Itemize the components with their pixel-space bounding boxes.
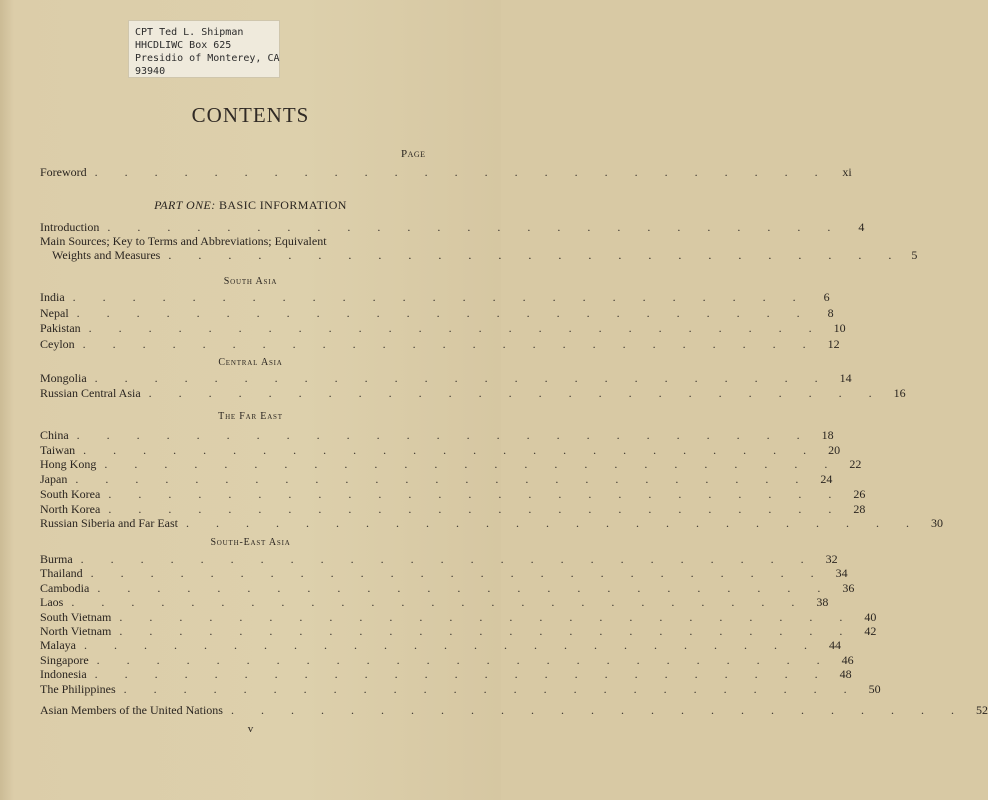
toc-page-number: 36 xyxy=(842,580,855,595)
toc-entry[interactable] xyxy=(40,442,841,457)
leader-dots: . . . . . . . . . . . . . . . . . . . . . . . . . xyxy=(230,703,966,717)
leader-dots: . . . . . . . . . . . . . . . . . . . . . . . . . xyxy=(71,595,807,610)
leader-dots: . . . . . . . . . . . . . . . . . . . . . . . . . xyxy=(108,501,844,516)
toc-entry-label-line1: Main Sources; Key to Terms and Abbreviations; Equivalent xyxy=(40,234,327,248)
toc-entry[interactable] xyxy=(40,290,830,304)
toc-entry-label: Indonesia xyxy=(40,667,87,682)
toc-entry-label: The Philippines xyxy=(40,681,116,696)
toc-entry[interactable] xyxy=(40,371,852,385)
address-line: CPT Ted L. Shipman xyxy=(135,27,244,38)
leader-dots: . . . . . . . . . . . . . . . . . . . . . . . . . xyxy=(94,371,830,385)
toc-entry-label: North Vietnam xyxy=(40,624,112,638)
page-title: CONTENTS xyxy=(191,103,310,127)
toc-page-number: 38 xyxy=(816,595,829,610)
toc-page-number: xi xyxy=(842,165,852,179)
page-column-header: Page xyxy=(401,148,426,160)
address-label xyxy=(128,20,280,78)
section-heading-central-asia: Central Asia xyxy=(218,357,283,368)
toc-page-number: 30 xyxy=(930,516,943,531)
address-line: HHCDLIWC Box 625 xyxy=(135,40,232,51)
toc-entry[interactable] xyxy=(40,336,840,351)
toc-page-number: 44 xyxy=(828,638,841,653)
toc-entry-label: Japan xyxy=(40,472,68,487)
toc-entry-label-line2: Weights and Measures xyxy=(52,248,161,262)
leader-dots: . . . . . . . . . . . . . . . . . . . . . . . . . xyxy=(119,609,855,624)
section-heading-south-asia: South Asia xyxy=(223,276,278,287)
section-heading-south-east-asia: South-East Asia xyxy=(210,537,291,548)
toc-entry-label: Thailand xyxy=(40,566,83,581)
toc-entry-label: Mongolia xyxy=(40,371,87,385)
toc-entry-label: China xyxy=(40,428,69,442)
leader-dots: . . . . . . . . . . . . . . . . . . . . . . . . . xyxy=(90,566,826,581)
toc-entry-label: Cambodia xyxy=(40,580,90,595)
toc-entry-label: Singapore xyxy=(40,652,89,667)
toc-entry-label: Burma xyxy=(40,552,73,566)
toc-entry-main-sources[interactable] xyxy=(40,234,918,262)
toc-entry[interactable] xyxy=(40,681,881,696)
toc-entry-label: Laos xyxy=(40,595,64,610)
toc-page-number: 5 xyxy=(911,248,918,262)
toc-entry[interactable] xyxy=(40,428,834,442)
toc-page-number: 8 xyxy=(827,305,834,320)
leader-dots: . . . . . . . . . . . . . . . . . . . . . . . . . xyxy=(107,220,843,234)
toc-entry-label: South Vietnam xyxy=(40,609,112,624)
toc-page-number: 10 xyxy=(833,321,846,335)
toc-entry[interactable] xyxy=(40,321,846,335)
address-line: 93940 xyxy=(135,66,166,77)
leader-dots: . . . . . . . . . . . . . . . . . . . . . . . . . xyxy=(83,442,819,457)
toc-entry-label: India xyxy=(40,290,65,304)
toc-page-number: 26 xyxy=(853,486,866,501)
toc-entry[interactable] xyxy=(40,501,866,516)
leader-dots: . . . . . . . . . . . . . . . . . . . . . . . . . xyxy=(75,472,811,487)
toc-entry[interactable] xyxy=(40,386,906,400)
toc-entry[interactable] xyxy=(40,638,841,653)
toc-page-number: 24 xyxy=(820,472,833,487)
leader-dots: . . . . . . . . . . . . . . . . . . . . . . . . . xyxy=(119,624,855,638)
toc-entry[interactable] xyxy=(40,472,833,487)
toc-entry[interactable] xyxy=(40,486,866,501)
leader-dots: . . . . . . . . . . . . . . . . . . . . . . . . . xyxy=(94,165,830,179)
toc-entry-introduction[interactable] xyxy=(40,220,865,234)
toc-page-number: 52 xyxy=(975,703,988,717)
leader-dots: . . . . . . . . . . . . . . . . . . . . . . . . . xyxy=(72,290,808,304)
toc-entry-foreword[interactable] xyxy=(40,165,852,179)
leader-dots: . . . . . . . . . . . . . . . . . . . . . . . . . xyxy=(185,516,921,531)
toc-entry[interactable] xyxy=(40,566,848,581)
toc-entry[interactable] xyxy=(40,457,862,472)
toc-entry-label: Pakistan xyxy=(40,321,81,335)
toc-entry-asian-members[interactable] xyxy=(40,703,988,717)
toc-entry[interactable] xyxy=(40,595,829,610)
address-line: Presidio of Monterey, CA xyxy=(135,53,280,64)
part-title: BASIC INFORMATION xyxy=(219,198,347,212)
toc-page-number: 14 xyxy=(839,371,852,385)
leader-dots: . . . . . . . . . . . . . . . . . . . . . . . . . xyxy=(168,248,904,262)
toc-page-number: 12 xyxy=(827,336,840,351)
toc-entry-label: North Korea xyxy=(40,501,101,516)
leader-dots: . . . . . . . . . . . . . . . . . . . . . . . . . xyxy=(76,305,812,320)
toc-page-number: 28 xyxy=(853,501,866,516)
toc-page-number: 32 xyxy=(825,552,838,566)
leader-dots: . . . . . . . . . . . . . . . . . . . . . . . . . xyxy=(148,386,884,400)
toc-page-number: 18 xyxy=(821,428,834,442)
toc-page-number: 40 xyxy=(864,609,877,624)
leader-dots: . . . . . . . . . . . . . . . . . . . . . . . . . xyxy=(82,336,818,351)
toc-entry[interactable] xyxy=(40,652,854,667)
toc-entry-label: Nepal xyxy=(40,305,69,320)
leader-dots: . . . . . . . . . . . . . . . . . . . . . . . . . xyxy=(80,552,816,566)
toc-entry[interactable] xyxy=(40,624,877,638)
toc-entry-label: Ceylon xyxy=(40,336,75,351)
section-heading-far-east: The Far East xyxy=(218,411,283,422)
leader-dots: . . . . . . . . . . . . . . . . . . . . . . . . . xyxy=(76,428,812,442)
toc-entry-label: South Korea xyxy=(40,486,101,501)
toc-entry[interactable] xyxy=(40,305,834,320)
toc-entry-label: Introduction xyxy=(40,220,100,234)
toc-entry-label: Foreword xyxy=(40,165,87,179)
toc-page-number: 16 xyxy=(893,386,906,400)
toc-page-number: 20 xyxy=(828,442,841,457)
leader-dots: . . . . . . . . . . . . . . . . . . . . . . . . . xyxy=(96,652,832,667)
toc-page-number: 48 xyxy=(839,667,852,682)
part-label: PART ONE: xyxy=(154,198,216,212)
leader-dots: . . . . . . . . . . . . . . . . . . . . . . . . . xyxy=(123,681,859,696)
toc-entry-label: Russian Central Asia xyxy=(40,386,141,400)
toc-entry[interactable] xyxy=(40,580,855,595)
toc-entry-label: Hong Kong xyxy=(40,457,97,472)
toc-page-number: 42 xyxy=(864,624,877,638)
toc-page-number: 46 xyxy=(841,652,854,667)
toc-entry-label: Asian Members of the United Nations xyxy=(40,703,223,717)
leader-dots: . . . . . . . . . . . . . . . . . . . . . . . . . xyxy=(108,486,844,501)
toc-entry-label: Malaya xyxy=(40,638,76,653)
toc-page-number: 50 xyxy=(868,681,881,696)
toc-entry-label: Taiwan xyxy=(40,442,76,457)
toc-entry[interactable] xyxy=(40,609,877,624)
leader-dots: . . . . . . . . . . . . . . . . . . . . . . . . . xyxy=(97,580,833,595)
leader-dots: . . . . . . . . . . . . . . . . . . . . . . . . . xyxy=(83,638,819,653)
leader-dots: . . . . . . . . . . . . . . . . . . . . . . . . . xyxy=(88,321,824,335)
part-heading xyxy=(0,198,501,213)
toc-entry-label: Russian Siberia and Far East xyxy=(40,516,178,531)
page-folio: v xyxy=(247,723,254,735)
toc-page-number: 6 xyxy=(823,290,830,304)
toc-page-number: 22 xyxy=(849,457,862,472)
leader-dots: . . . . . . . . . . . . . . . . . . . . . . . . . xyxy=(94,667,830,682)
toc-entry[interactable] xyxy=(40,667,852,682)
leader-dots: . . . . . . . . . . . . . . . . . . . . . . . . . xyxy=(104,457,840,472)
toc-entry[interactable] xyxy=(40,516,943,531)
toc-page-number: 34 xyxy=(835,566,848,581)
toc-entry[interactable] xyxy=(40,552,838,566)
toc-page-number: 4 xyxy=(858,220,865,234)
